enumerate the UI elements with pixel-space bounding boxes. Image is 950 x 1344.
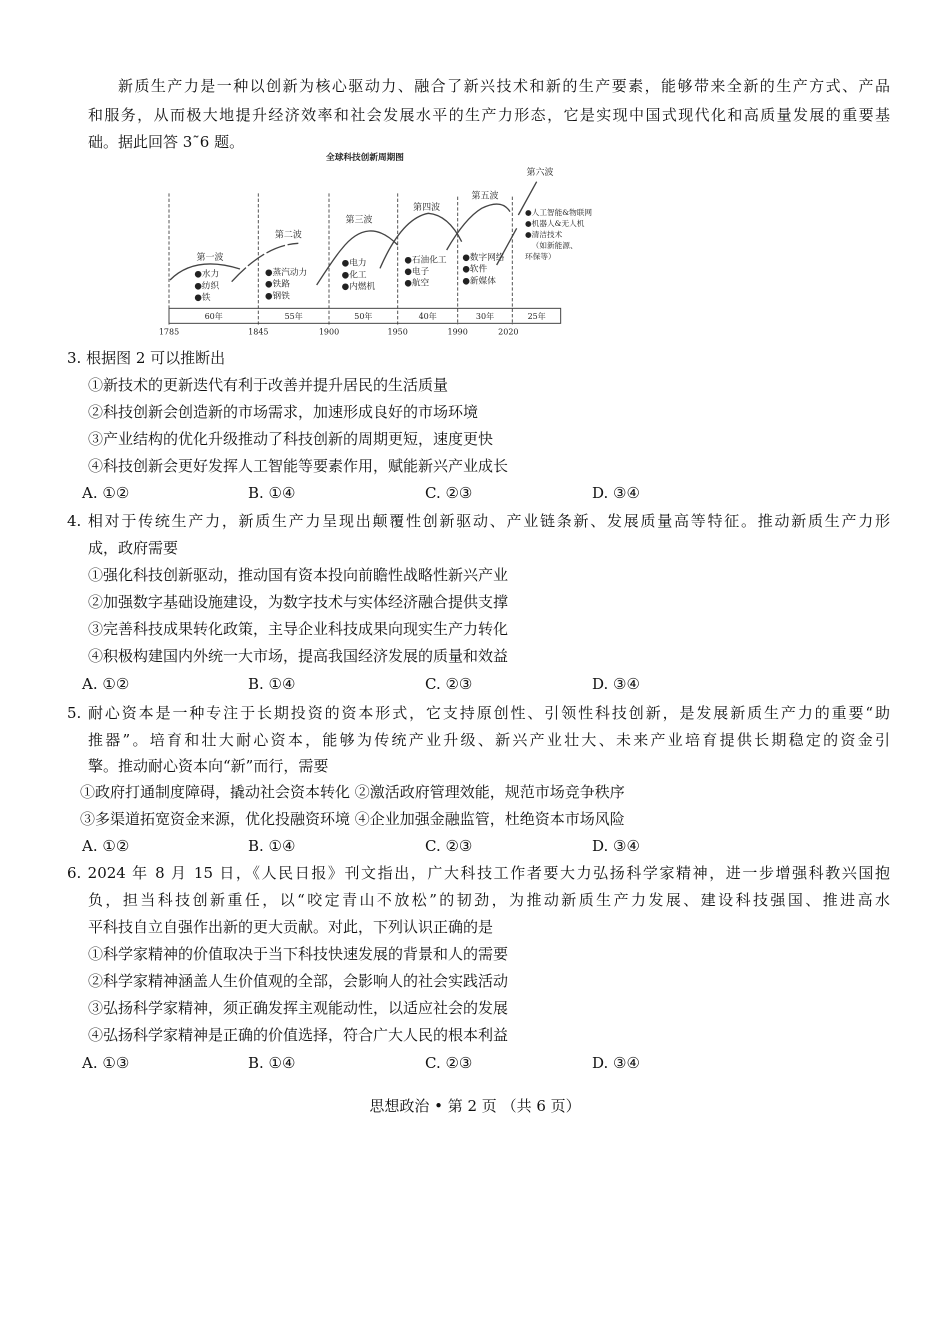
choice-a[interactable]: A. ①③ [82,1054,130,1072]
page-footer: 思想政治 • 第 2 页 （共 6 页） [369,1097,581,1115]
wave-label: 第三波 [345,215,373,226]
duration-label: 55年 [284,312,303,321]
wave-item: ●蒸汽动力 [265,268,308,278]
year-label: 1785 [158,327,180,337]
question-stem: 推器”。培育和壮大耐心资本，能够为传统产业升级、新兴产业壮大、未来产业培育提供长期稳定的资金引 [88,731,890,749]
wave-item: ●软件 [462,264,488,275]
question-item: ②科技创新会创造新的市场需求，加速形成良好的市场环境 [88,403,479,421]
question-item: ④弘扬科学家精神是正确的价值选择，符合广大人民的根本利益 [88,1026,509,1044]
choice-d[interactable]: D. ③④ [592,837,640,855]
wave-item: ●机器人&无人机 [525,219,585,228]
choice-a[interactable]: A. ①② [82,484,130,502]
wave-5-curve [447,204,510,250]
choice-b[interactable]: B. ①④ [248,837,296,855]
question-item: ②科学家精神涵盖人生价值观的全部，会影响人的社会实践活动 [88,972,509,990]
choice-b[interactable]: B. ①④ [248,484,296,502]
question-stem: 6. 2024 年 8 月 15 日，《人民日报》刊文指出，广大科技工作者要大力弘扬科学家精神，进一步增强科教兴国抱 [67,864,890,882]
intro-line: 础。据此回答 3˜6 题。 [88,133,245,151]
wave-item: ●铁 [194,293,211,303]
year-label: 1990 [447,327,468,337]
year-label: 1845 [248,327,269,337]
question-stem: 擎。推动耐心资本向“新”而行，需要 [88,757,329,775]
duration-label: 60年 [204,312,223,321]
wave-item: ●钢铁 [265,291,290,302]
question-stem: 负，担当科技创新重任，以“咬定青山不放松”的韧劲，为推动新质生产力发展、建设科技强国、推进高水 [88,891,890,909]
duration-label: 50年 [354,312,373,321]
wave-item: ●石油化工 [404,255,447,266]
choice-b[interactable]: B. ①④ [248,675,296,693]
wave-item: ●电力 [341,258,367,269]
wave-item: ●数字网络 [462,253,505,263]
figure-title: 全球科技创新周期图 [326,153,404,163]
choice-a[interactable]: A. ①② [82,837,130,855]
question-item: ④科技创新会更好发挥人工智能等要素作用，赋能新兴产业成长 [88,457,509,475]
question-stem: 4. 相对于传统生产力，新质生产力呈现出颠覆性创新驱动、产业链条新、发展质量高等特征。推动新质生产力形 [67,512,890,530]
wave-item: ●内燃机 [341,282,376,292]
wave-item: ●清洁技术 [525,230,563,239]
question-item: ③产业结构的优化升级推动了科技创新的周期更短，速度更快 [88,430,494,448]
choice-d[interactable]: D. ③④ [592,675,640,693]
choice-c[interactable]: C. ②③ [425,484,473,502]
intro-line: 新质生产力是一种以创新为核心驱动力、融合了新兴技术和新的生产要素，能够带来全新的生产方式、产品 [118,77,890,95]
year-label: 1900 [318,327,340,337]
wave-label: 第六波 [526,168,554,178]
wave-item: ●化工 [341,270,367,281]
choice-d[interactable]: D. ③④ [592,1054,640,1072]
question-item: ①新技术的更新迭代有利于改善并提升居民的生活质量 [88,376,449,394]
choice-c[interactable]: C. ②③ [425,675,473,693]
wave-item: ●铁路 [265,279,290,290]
wave-item: 环保等） [525,252,556,261]
duration-label: 25年 [527,312,546,321]
choice-a[interactable]: A. ①② [82,675,130,693]
duration-label: 30年 [475,312,495,321]
duration-label: 40年 [418,312,437,321]
year-ticks [159,327,519,336]
choice-d[interactable]: D. ③④ [592,484,640,502]
year-label: 1950 [387,327,408,337]
wave-label: 第二波 [274,230,302,241]
innovation-cycle-figure [155,145,593,340]
intro-line: 和服务，从而极大地提升经济效率和社会发展水平的生产力形态，它是实现中国式现代化和高质量发展的重要基 [88,106,890,124]
question-stem: 3. 根据图 2 可以推断出 [67,349,226,367]
question-item: ①强化科技创新驱动，推动国有资本投向前瞻性战略性新兴产业 [88,566,509,584]
wave-item: ●电子 [404,267,430,277]
question-item: ①科学家精神的价值取决于当下科技快速发展的背景和人的需要 [88,945,509,963]
choice-b[interactable]: B. ①④ [248,1054,296,1072]
durations [205,311,546,321]
choice-c[interactable]: C. ②③ [425,1054,473,1072]
wave-item: ●航空 [404,278,430,289]
wave-label: 第四波 [413,203,441,213]
wave-item: ●纺织 [194,281,220,292]
wave-label: 第五波 [471,191,499,202]
wave-item: ●人工智能&物联网 [525,208,593,217]
wave-item: ●新媒体 [462,276,496,287]
question-item: ③弘扬科学家精神，须正确发挥主观能动性，以适应社会的发展 [88,999,509,1017]
question-stem: 平科技自立自强作出新的更大贡献。对此，下列认识正确的是 [88,918,494,936]
question-item: ②加强数字基础设施建设，为数字技术与实体经济融合提供支撑 [88,593,509,611]
question-item: ④积极构建国内外统一大市场，提高我国经济发展的质量和效益 [88,647,509,665]
choice-c[interactable]: C. ②③ [425,837,473,855]
question-stem: 成，政府需要 [88,539,179,557]
question-item: ①政府打通制度障碍，撬动社会资本转化 ②激活政府管理效能，规范市场竞争秩序 [80,783,625,801]
wave-item: （如新能源、 [531,241,578,250]
wave-items [194,207,592,303]
wave-item: ●水力 [194,269,220,280]
question-stem: 5. 耐心资本是一种专注于长期投资的资本形式，它支持原创性、引领性科技创新，是发展新质生产力的重要“助 [67,704,890,722]
wave-label: 第一波 [196,253,224,263]
question-item: ③完善科技成果转化政策，主导企业科技成果向现实生产力转化 [88,620,509,638]
question-item: ③多渠道拓宽资金来源，优化投融资环境 ④企业加强金融监管，杜绝资本市场风险 [80,810,625,828]
year-label: 2020 [498,327,519,337]
